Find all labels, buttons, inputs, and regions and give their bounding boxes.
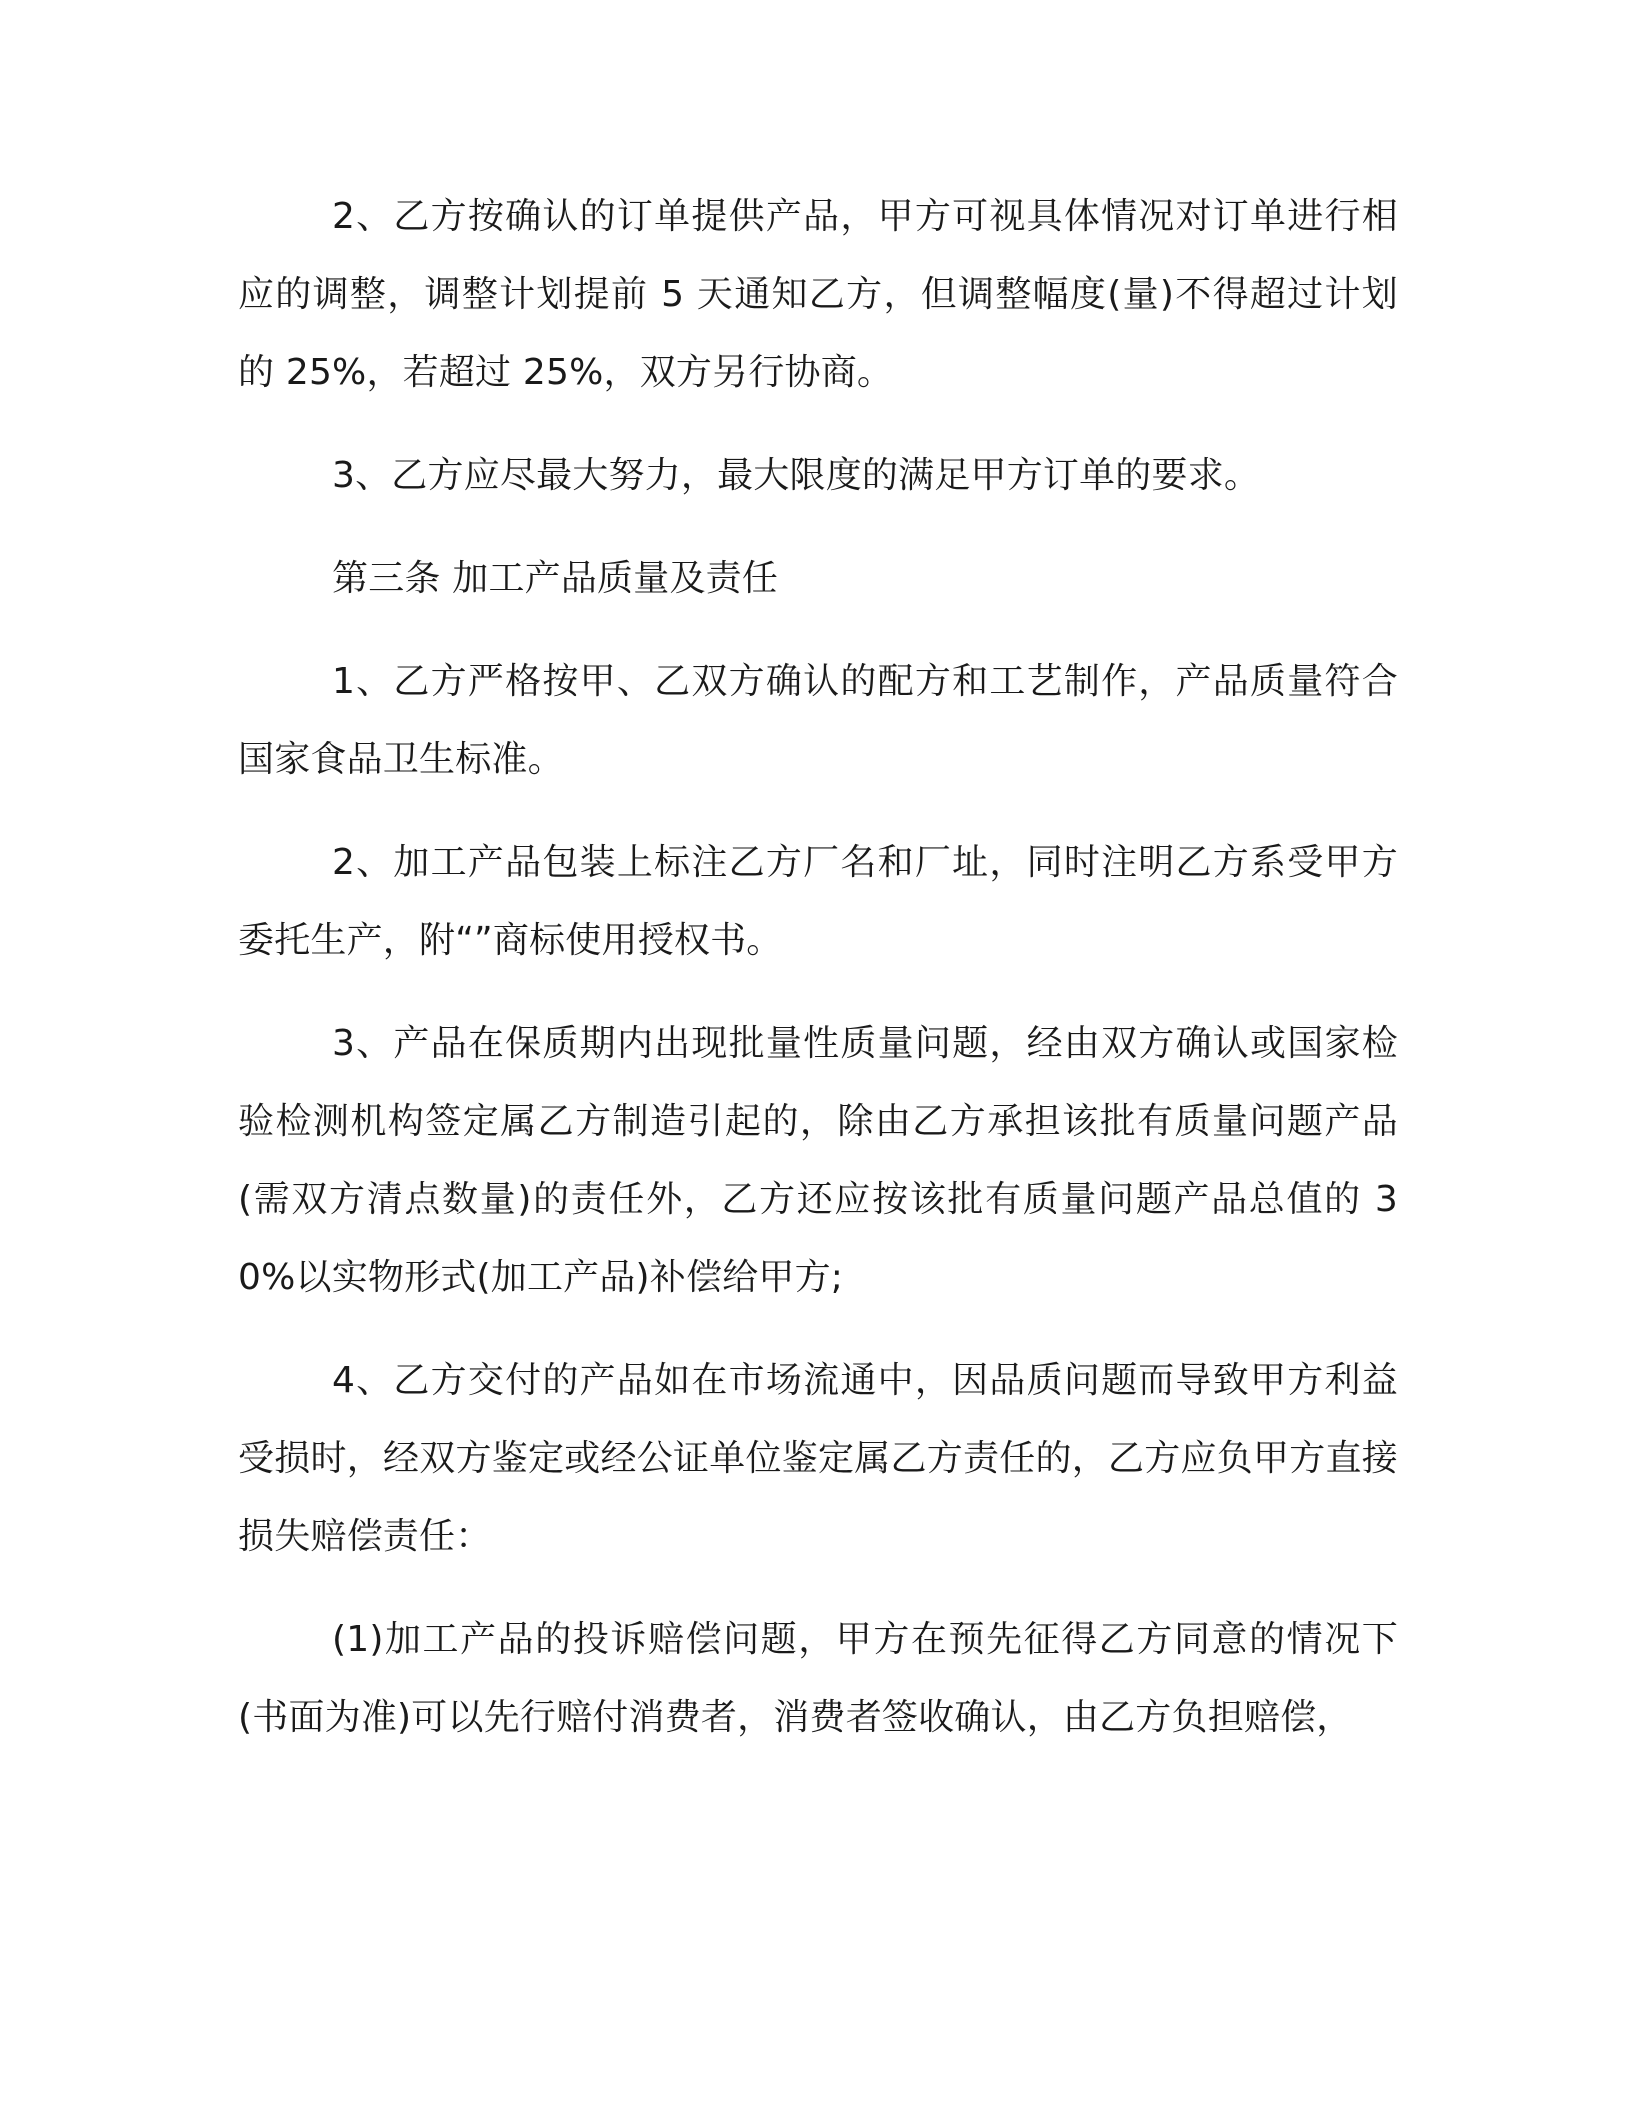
paragraph-quality-standard: 1、乙方严格按甲、乙双方确认的配方和工艺制作，产品质量符合国家食品卫生标准。	[238, 661, 1398, 780]
paragraph-batch-quality-issue: 3、产品在保质期内出现批量性质量问题，经由双方确认或国家检验检测机构签定属乙方制造引起的，除由乙方承担该批有质量问题产品(需双方清点数量)的责任外，乙方还应按该批有质量问题产品总值的 30%以实物形式(加工产品)补偿给甲方;	[238, 1023, 1398, 1298]
paragraph-packaging-label: 2、加工产品包装上标注乙方厂名和厂址，同时注明乙方系受甲方委托生产，附“”商标使用授权书。	[238, 842, 1398, 961]
paragraph-meet-orders: 3、乙方应尽最大努力，最大限度的满足甲方订单的要求。	[332, 455, 1261, 496]
paragraph-complaint-compensation: (1)加工产品的投诉赔偿问题，甲方在预先征得乙方同意的情况下(书面为准)可以先行赔付消费者，消费者签收确认，由乙方负担赔偿，	[238, 1619, 1398, 1738]
paragraph-market-liability: 4、乙方交付的产品如在市场流通中，因品质问题而导致甲方利益受损时，经双方鉴定或经公证单位鉴定属乙方责任的，乙方应负甲方直接损失赔偿责任：	[238, 1360, 1398, 1557]
document-body	[238, 178, 1398, 1782]
paragraph-adjust-orders: 2、乙方按确认的订单提供产品，甲方可视具体情况对订单进行相应的调整，调整计划提前 5 天通知乙方，但调整幅度(量)不得超过计划的 25%，若超过 25%，双方另行协商。	[238, 196, 1398, 393]
section-heading-article-3: 第三条 加工产品质量及责任	[332, 558, 779, 599]
